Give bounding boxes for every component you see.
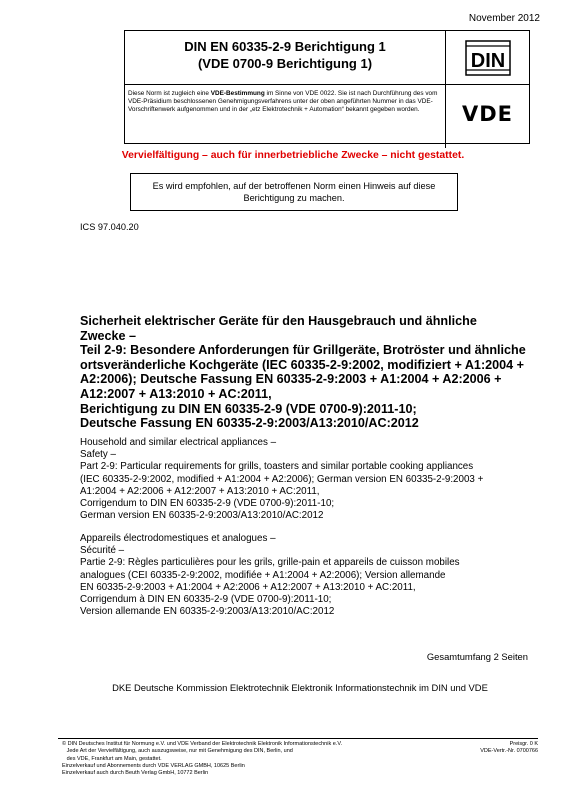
title-fr-line: Sécurité – (80, 545, 125, 557)
title-fr-line: Corrigendum à DIN EN 60335-2-9 (VDE 0700-9):2011-10; (80, 594, 332, 606)
title-fr-line: analogues (CEI 60335-2-9:2002, modifiée + A1:2004 + A2:2006); Version allemande (80, 569, 446, 581)
vde-logo-cell (446, 85, 529, 143)
title-de-line: Sicherheit elektrischer Geräte für den Hausgebrauch und ähnliche (80, 314, 477, 328)
vde-logo-icon: VDE (461, 102, 514, 126)
ics-code: ICS 97.040.20 (80, 222, 139, 232)
footer-divider (58, 738, 538, 739)
footer-left-line: © DIN Deutsches Institut für Normung e.V. und VDE Verband der Elektrotechnik Elektronik Informationstechnik e.V. (62, 741, 343, 747)
din-logo-text: DIN (470, 49, 505, 72)
title-fr-line: EN 60335-2-9:2003 + A1:2004 + A2:2006 + A12:2007 + A13:2010 + AC:2011, (80, 581, 416, 593)
notice-text-pre: Diese Norm ist zugleich eine (128, 90, 211, 97)
notice-text-bold: VDE-Bestimmung (210, 90, 265, 97)
title-en-line: (IEC 60335-2-9:2002, modified + A1:2004 + A2:2006); German version EN 60335-2-9:2003 + (80, 473, 484, 485)
footer-left-line: des VDE, Frankfurt am Main, gestattet. (62, 755, 162, 762)
title-fr-line: Partie 2-9: Règles particulières pour les grils, grille-pain et appareils de cuisson mobiles (80, 557, 460, 569)
document-title-cell (125, 31, 446, 85)
hint-box (130, 173, 458, 211)
title-en-line: German version EN 60335-2-9:2003/A13:2010/AC:2012 (80, 510, 324, 522)
din-logo-cell (446, 31, 529, 85)
title-de-line: ortsveränderliche Kochgeräte (IEC 60335-2-9:2002, modifiziert + A1:2004 + (80, 357, 525, 372)
title-en-line: Corrigendum to DIN EN 60335-2-9 (VDE 0700-9):2011-10; (80, 498, 335, 510)
publisher-line: DKE Deutsche Kommission Elektrotechnik Elektronik Informationstechnik im DIN und VDE (112, 682, 488, 693)
footer-copyright (62, 741, 462, 777)
title-english (80, 437, 536, 522)
notice-text-post: im Sinne von VDE 0022. Sie ist nach Durchführung des vom VDE-Präsidium beschlossenen Genehmigungsverfahrens unter der oben angeführten Nummer in das VDE-Vorschriftenwerk aufgenommen und in der „etz Elektrotechnik + Automation“ bekannt gegeben worden. (128, 90, 438, 114)
title-fr-line: Appareils électrodomestiques et analogues – (80, 533, 276, 544)
title-de-line: Zwecke – (80, 328, 137, 343)
din-logo-icon (465, 40, 511, 76)
price-group: Preisgr. 0 K (509, 741, 538, 747)
title-en-line: A1:2004 + A2:2006 + A12:2007 + A13:2010 + AC:2011, (80, 485, 320, 497)
title-fr-line: Version allemande EN 60335-2-9:2003/A13:2010/AC:2012 (80, 606, 335, 618)
hint-line-1: Es wird empfohlen, auf der betroffenen Norm einen Hinweis auf diese (152, 181, 436, 191)
document-subtitle: (VDE 0700-9 Berichtigung 1) (197, 56, 373, 71)
title-de-line: Deutsche Fassung EN 60335-2-9:2003/A13:2010/AC:2012 (80, 416, 419, 431)
copy-warning: Vervielfältigung – auch für innerbetriebliche Zwecke – nicht gestattet. (121, 150, 465, 161)
footer-left-line: Jede Art der Vervielfältigung, auch auszugsweise, nur mit Genehmigung des DIN, Berlin, und (62, 748, 293, 755)
issue-date: November 2012 (468, 13, 540, 24)
title-en-line: Part 2-9: Particular requirements for grills, toasters and similar portable cooking appliances (80, 461, 474, 473)
footer-price-info (480, 741, 538, 756)
title-en-line: Household and similar electrical appliances – (80, 437, 277, 448)
footer-left-line: Einzelverkauf auch durch Beuth Verlag GmbH, 10772 Berlin (62, 770, 209, 777)
title-en-line: Safety – (80, 449, 116, 461)
title-de-line: Berichtigung zu DIN EN 60335-2-9 (VDE 0700-9):2011-10; (80, 401, 417, 416)
vde-notice (125, 85, 446, 148)
title-de-line: Teil 2-9: Besondere Anforderungen für Grillgeräte, Brotröster und ähnliche (80, 343, 526, 358)
title-french (80, 533, 536, 618)
title-de-line: A2:2006); Deutsche Fassung EN 60335-2-9:2003 + A1:2004 + A2:2006 + (80, 372, 502, 387)
total-pages: Gesamtumfang 2 Seiten (426, 651, 528, 662)
footer-left-line: Einzelverkauf und Abonnements durch VDE VERLAG GMBH, 10625 Berlin (62, 762, 245, 769)
title-german (80, 314, 530, 431)
vde-order-number: VDE-Vertr.-Nr. 0700766 (480, 748, 538, 755)
title-de-line: A12:2007 + A13:2010 + AC:2011, (80, 386, 272, 401)
header-box (124, 30, 530, 144)
document-title: DIN EN 60335-2-9 Berichtigung 1 (184, 39, 386, 54)
hint-line-2: Berichtigung zu machen. (243, 193, 345, 203)
